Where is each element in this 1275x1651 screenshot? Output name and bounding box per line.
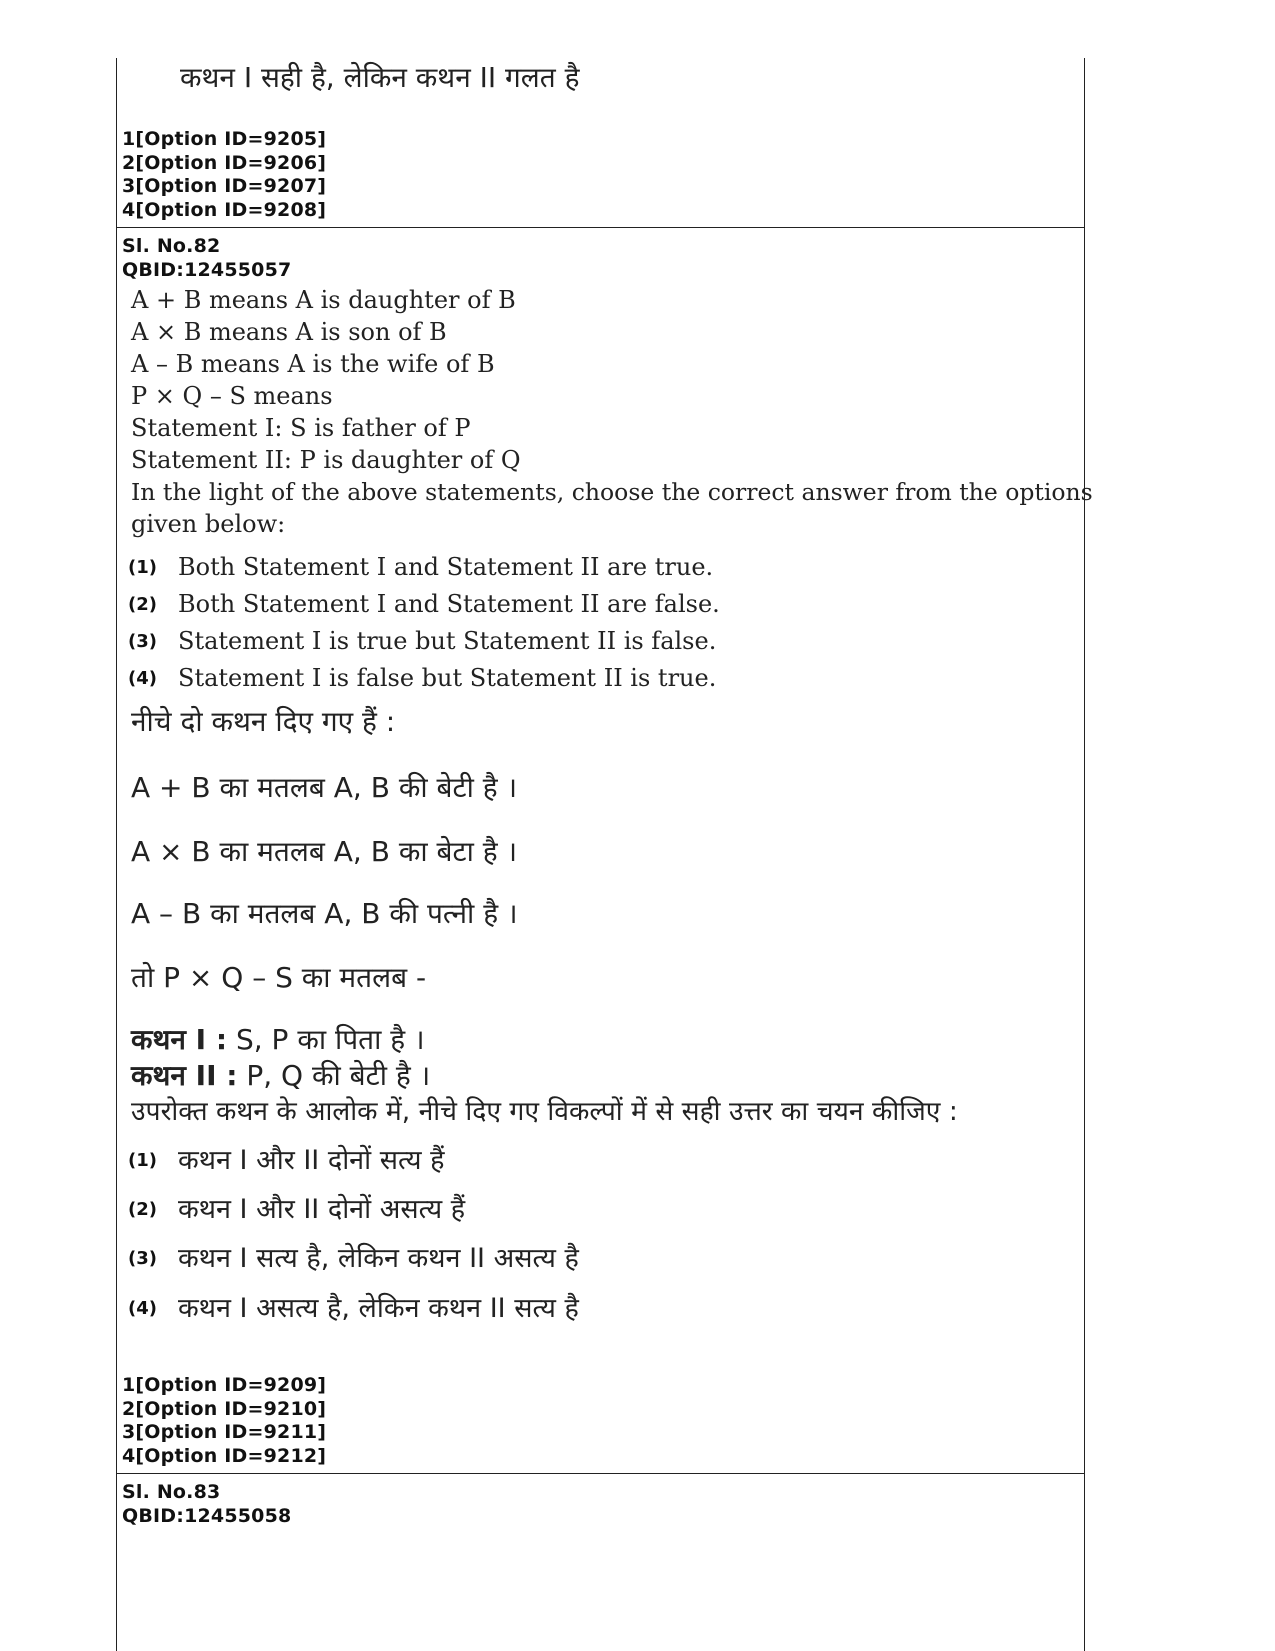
option-number: (3) [128, 1248, 157, 1269]
row-divider [116, 227, 1085, 228]
option-text: कथन I असत्य है, लेकिन कथन II सत्य है [178, 1293, 579, 1324]
question-header [122, 235, 291, 282]
option-number: (2) [128, 594, 157, 615]
english-line: Statement II: P is daughter of Q [131, 446, 521, 474]
option-text: कथन I और II दोनों सत्य हैं [178, 1145, 445, 1176]
option-id-line: 4[Option ID=9208] [122, 198, 327, 221]
option-id-line: 2[Option ID=9206] [122, 151, 327, 174]
option-text: Both Statement I and Statement II are false. [178, 590, 720, 618]
prev-question-option-fragment: कथन I सही है, लेकिन कथन II गलत है [180, 61, 580, 94]
english-line: Statement I: S is father of P [131, 414, 471, 442]
option-number: (1) [128, 557, 157, 578]
english-line: P × Q – S means [131, 382, 333, 410]
option-text: Both Statement I and Statement II are true. [178, 553, 714, 581]
qbid: QBID:12455057 [122, 258, 292, 281]
option-id-line: 1[Option ID=9209] [122, 1374, 327, 1396]
serial-number: Sl. No.83 [122, 1481, 221, 1503]
option-text: कथन I और II दोनों असत्य हैं [178, 1194, 466, 1225]
serial-number: Sl. No.82 [122, 235, 221, 257]
hindi-line: A × B का मतलब A, B का बेटा है । [131, 835, 518, 868]
english-line: A – B means A is the wife of B [131, 350, 495, 378]
hindi-instruction: उपरोक्त कथन के आलोक में, नीचे दिए गए विकल्पों में से सही उत्तर का चयन कीजिए : [131, 1096, 958, 1127]
hindi-line: A – B का मतलब A, B की पत्नी है । [131, 897, 518, 930]
option-number: (1) [128, 1150, 157, 1171]
option-id-line: 3[Option ID=9211] [122, 1421, 327, 1443]
statement-label: कथन I : [131, 1023, 228, 1056]
hindi-statement-2 [131, 1056, 430, 1094]
option-number: (4) [128, 1298, 157, 1319]
option-ids [122, 1374, 326, 1468]
option-id-line: 3[Option ID=9207] [122, 175, 327, 197]
english-line: In the light of the above statements, choose the correct answer from the options [131, 478, 1093, 506]
statement-text: P, Q की बेटी है । [237, 1059, 431, 1092]
option-id-line: 2[Option ID=9210] [122, 1397, 327, 1420]
hindi-line: A + B का मतलब A, B की बेटी है । [131, 771, 518, 804]
statement-text: S, P का पिता है । [227, 1023, 425, 1056]
hindi-intro: नीचे दो कथन दिए गए हैं : [131, 705, 396, 738]
option-id-line: 4[Option ID=9212] [122, 1444, 327, 1467]
option-text: Statement I is false but Statement II is true. [178, 664, 717, 692]
option-id-line: 1[Option ID=9205] [122, 128, 327, 150]
option-text: Statement I is true but Statement II is false. [178, 627, 717, 655]
hindi-statement-1 [131, 1020, 425, 1058]
option-number: (2) [128, 1199, 157, 1220]
english-line: A × B means A is son of B [131, 318, 447, 346]
english-line: A + B means A is daughter of B [131, 286, 516, 314]
prev-option-ids [122, 128, 326, 222]
option-text: कथन I सत्य है, लेकिन कथन II असत्य है [178, 1243, 579, 1274]
option-number: (4) [128, 668, 157, 689]
qbid: QBID:12455058 [122, 1504, 292, 1527]
option-number: (3) [128, 631, 157, 652]
next-question-header [122, 1481, 291, 1528]
english-line: given below: [131, 510, 286, 538]
hindi-line: तो P × Q – S का मतलब - [131, 961, 427, 994]
row-divider [116, 1473, 1085, 1474]
statement-label: कथन II : [131, 1059, 238, 1092]
